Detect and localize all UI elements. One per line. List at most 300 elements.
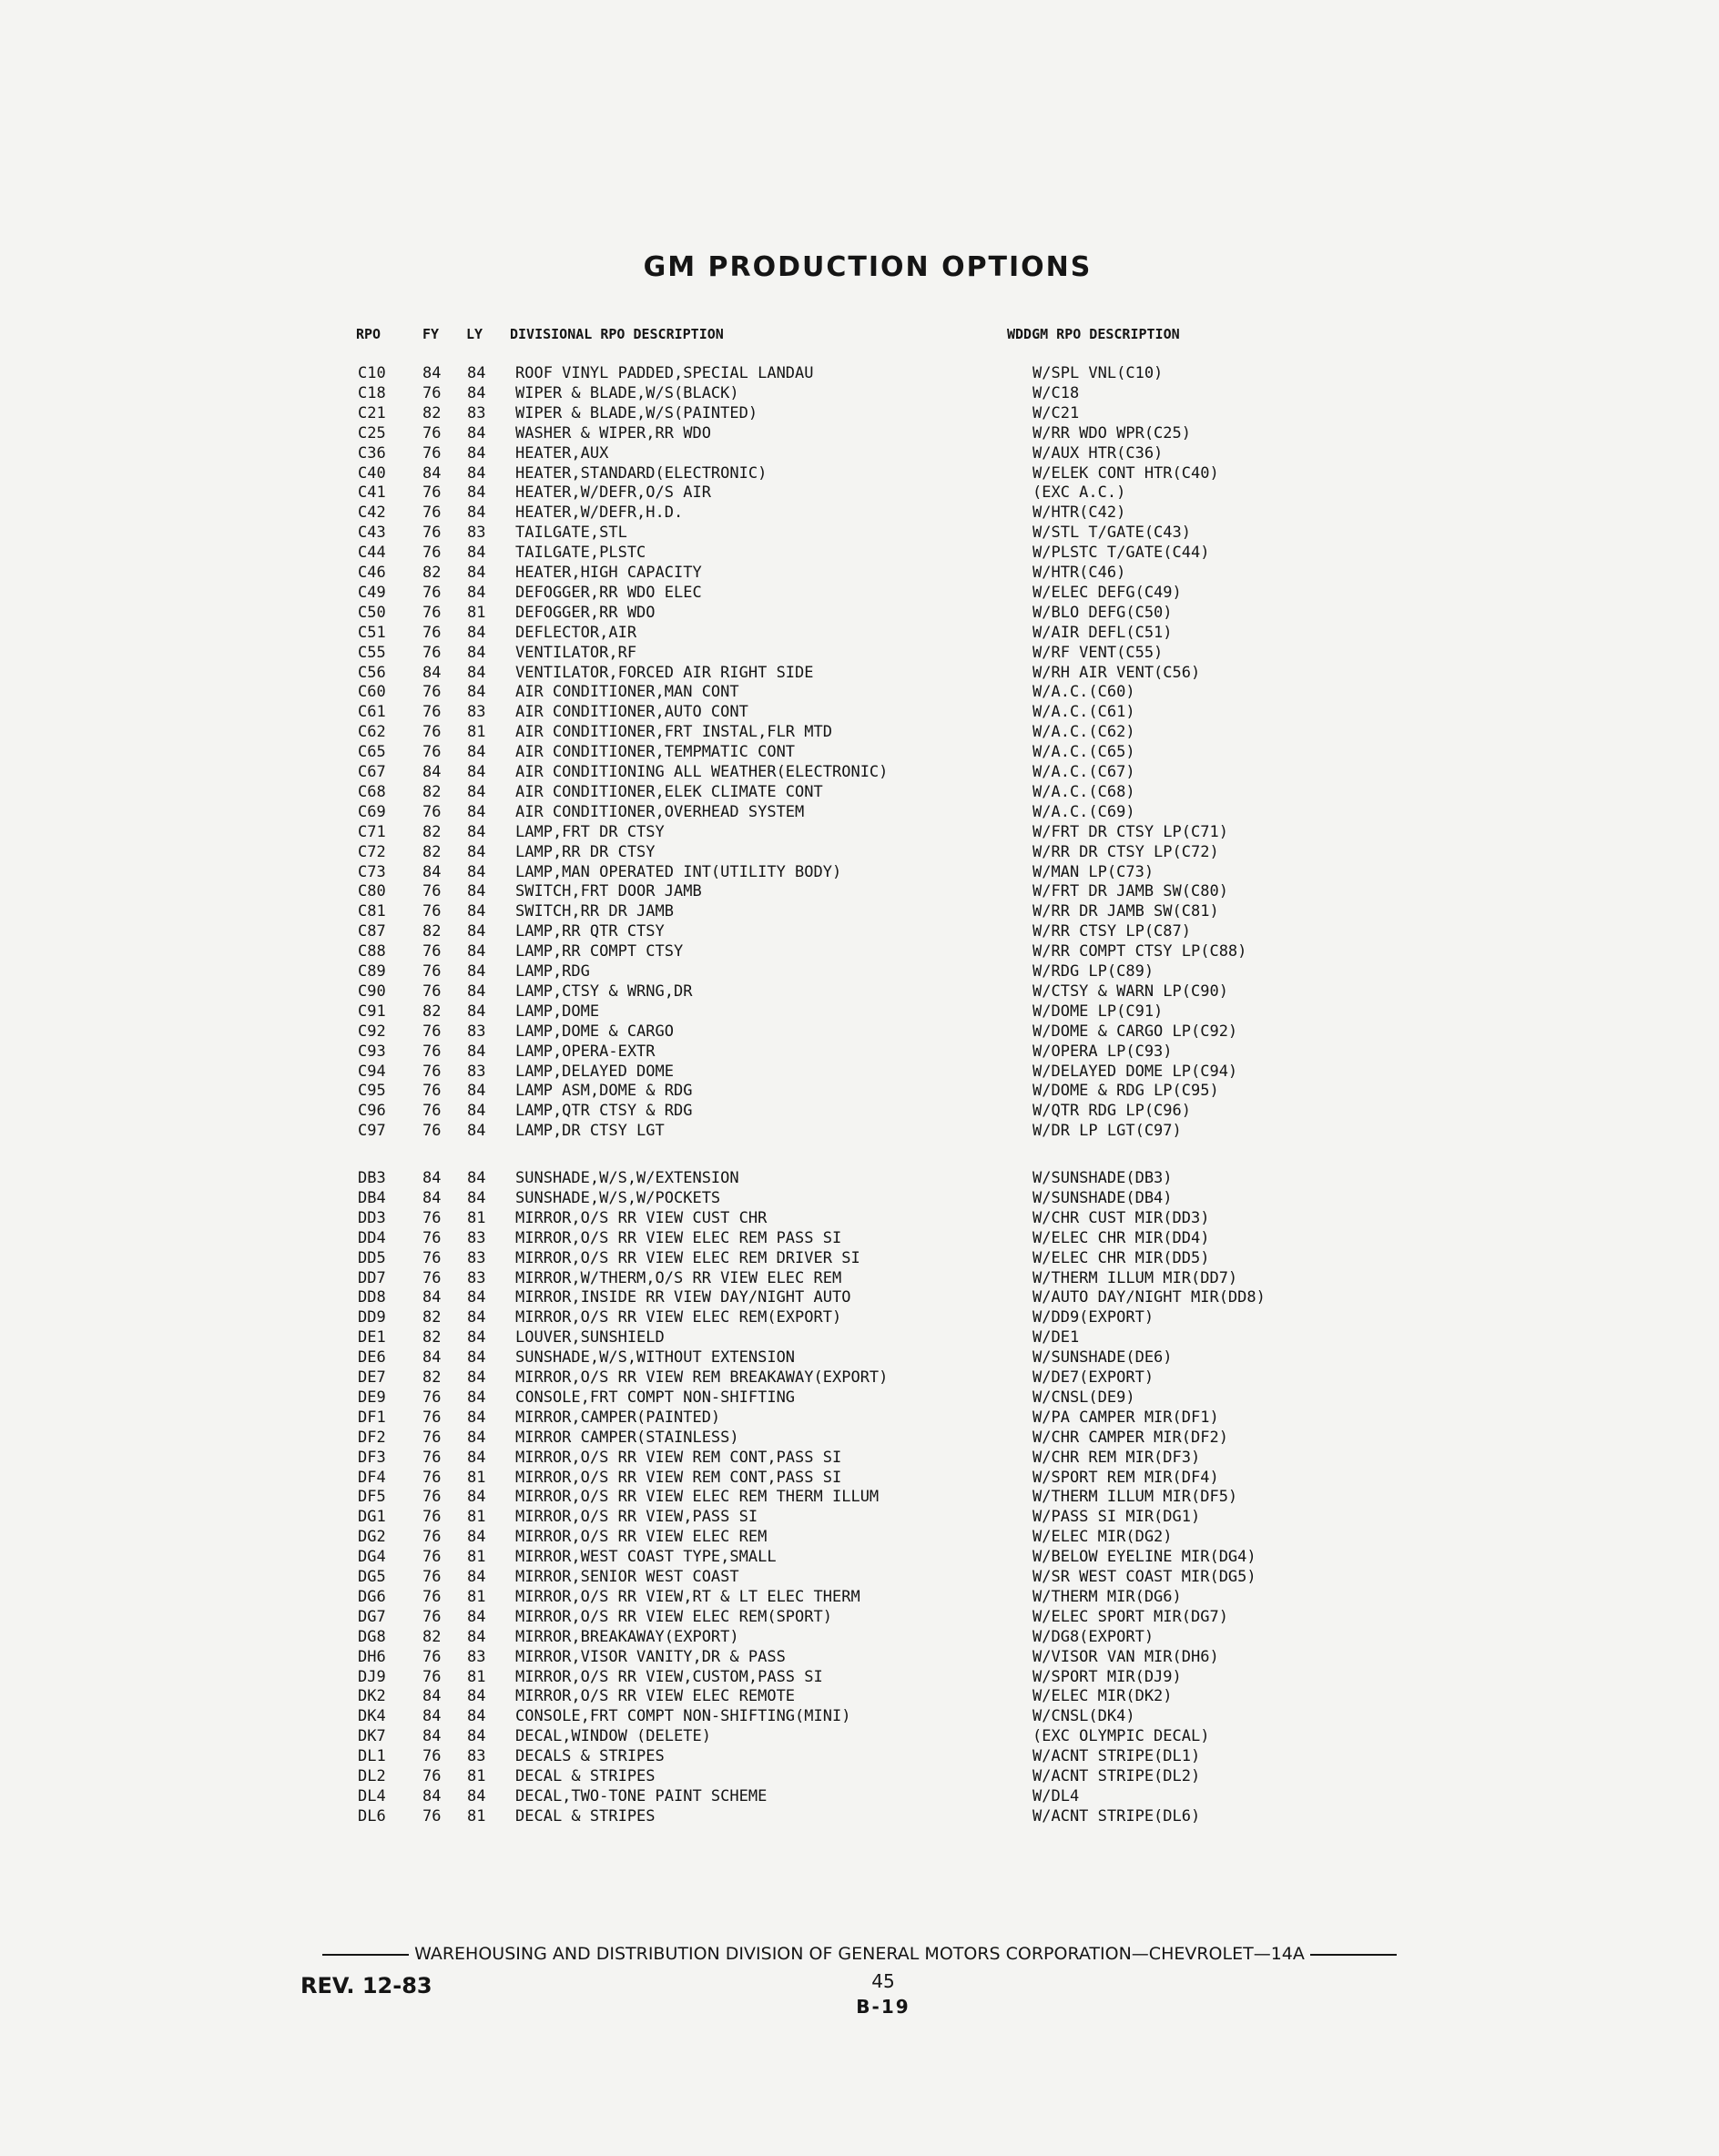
table-row	[0, 424, 1719, 443]
divisional-description: AIR CONDITIONER,ELEK CLIMATE CONT	[515, 782, 823, 801]
wddgm-description: W/FRT DR JAMB SW(C80)	[1032, 882, 1228, 901]
rpo-code: C90	[358, 981, 386, 1001]
table-row	[0, 1469, 1719, 1488]
rpo-code: C60	[358, 683, 386, 702]
rpo-code: DK2	[358, 1687, 386, 1706]
table-row	[0, 843, 1719, 862]
header-divisional-description: DIVISIONAL RPO DESCRIPTION	[510, 326, 724, 342]
table-row	[0, 1388, 1719, 1408]
table-row	[0, 683, 1719, 702]
first-year: 76	[422, 483, 442, 503]
rpo-code: DL1	[358, 1747, 386, 1766]
first-year: 76	[422, 1122, 442, 1141]
table-row	[0, 823, 1719, 842]
first-year: 76	[422, 1062, 442, 1081]
table-row	[0, 1229, 1719, 1248]
footer-rule-left	[322, 1954, 409, 1956]
rpo-code: C61	[358, 703, 386, 722]
last-year: 84	[467, 503, 486, 523]
first-year: 76	[422, 1607, 442, 1626]
first-year: 76	[422, 1508, 442, 1527]
last-year: 84	[467, 822, 486, 841]
rpo-code: C68	[358, 782, 386, 801]
rpo-code: DG2	[358, 1528, 386, 1547]
rpo-code: C21	[358, 403, 386, 422]
rpo-code: C42	[358, 503, 386, 523]
divisional-description: LAMP,MAN OPERATED INT(UTILITY BODY)	[515, 862, 842, 881]
first-year: 76	[422, 1488, 442, 1507]
rpo-code: C56	[358, 663, 386, 682]
footer-division-line	[0, 1944, 1719, 1964]
divisional-description: HEATER,AUX	[515, 443, 609, 463]
rpo-code: C46	[358, 564, 386, 582]
table-row	[0, 584, 1719, 603]
divisional-description: SUNSHADE,W/S,WITHOUT EXTENSION	[515, 1348, 796, 1368]
divisional-description: HEATER,HIGH CAPACITY	[515, 564, 702, 582]
rpo-code: DK4	[358, 1707, 386, 1726]
last-year: 84	[467, 443, 486, 463]
table-row	[0, 1648, 1719, 1667]
divisional-description: AIR CONDITIONER,MAN CONT	[515, 683, 739, 702]
rpo-code: C81	[358, 902, 386, 921]
last-year: 84	[467, 463, 486, 483]
first-year: 76	[422, 683, 442, 702]
divisional-description: MIRROR CAMPER(STAINLESS)	[515, 1428, 739, 1447]
first-year: 82	[422, 822, 442, 841]
table-row	[0, 384, 1719, 403]
table-row	[0, 1022, 1719, 1042]
rpo-code: C49	[358, 583, 386, 602]
wddgm-description: W/ELEC DEFG(C49)	[1032, 583, 1182, 602]
rpo-code: C18	[358, 383, 386, 402]
last-year: 84	[467, 1288, 486, 1307]
first-year: 76	[422, 643, 442, 662]
divisional-description: HEATER,W/DEFR,H.D.	[515, 503, 684, 523]
last-year: 84	[467, 423, 486, 442]
divisional-description: LAMP,CTSY & WRNG,DR	[515, 981, 693, 1001]
wddgm-description: W/A.C.(C65)	[1032, 743, 1135, 762]
last-year: 83	[467, 524, 486, 543]
rpo-code: DF4	[358, 1468, 386, 1487]
wddgm-description: W/DOME & CARGO LP(C92)	[1032, 1022, 1238, 1041]
divisional-description: HEATER,W/DEFR,O/S AIR	[515, 483, 711, 503]
first-year: 76	[422, 1448, 442, 1467]
rpo-code: DG8	[358, 1627, 386, 1646]
table-row	[0, 664, 1719, 683]
divisional-description: ROOF VINYL PADDED,SPECIAL LANDAU	[515, 364, 814, 382]
wddgm-description: W/THERM MIR(DG6)	[1032, 1587, 1182, 1606]
first-year: 76	[422, 942, 442, 961]
divisional-description: VENTILATOR,RF	[515, 643, 637, 662]
last-year: 83	[467, 403, 486, 422]
last-year: 84	[467, 902, 486, 921]
rpo-code: DD7	[358, 1268, 386, 1287]
table-row	[0, 1102, 1719, 1121]
table-row	[0, 1328, 1719, 1348]
footer-rule-right	[1310, 1954, 1397, 1956]
last-year: 84	[467, 1348, 486, 1368]
rpo-code: DF2	[358, 1428, 386, 1447]
last-year: 84	[467, 544, 486, 563]
last-year: 81	[467, 1767, 486, 1785]
table-row	[0, 1288, 1719, 1307]
last-year: 84	[467, 623, 486, 642]
last-year: 84	[467, 1448, 486, 1467]
wddgm-description: W/AUX HTR(C36)	[1032, 443, 1164, 463]
wddgm-description: W/SUNSHADE(DB4)	[1032, 1188, 1173, 1207]
last-year: 84	[467, 364, 486, 382]
first-year: 84	[422, 1169, 442, 1187]
first-year: 76	[422, 1568, 442, 1586]
wddgm-description: W/QTR RDG LP(C96)	[1032, 1102, 1191, 1121]
last-year: 84	[467, 1328, 486, 1348]
last-year: 84	[467, 1607, 486, 1626]
first-year: 76	[422, 882, 442, 901]
table-row	[0, 1209, 1719, 1228]
last-year: 81	[467, 1468, 486, 1487]
divisional-description: MIRROR,O/S RR VIEW,CUSTOM,PASS SI	[515, 1667, 823, 1686]
divisional-description: LAMP,RR COMPT CTSY	[515, 942, 684, 961]
rpo-code: DG7	[358, 1607, 386, 1626]
table-row	[0, 1608, 1719, 1627]
wddgm-description: W/SR WEST COAST MIR(DG5)	[1032, 1568, 1256, 1586]
divisional-description: AIR CONDITIONER,AUTO CONT	[515, 703, 748, 722]
last-year: 84	[467, 1082, 486, 1101]
divisional-description: CONSOLE,FRT COMPT NON-SHIFTING(MINI)	[515, 1707, 851, 1726]
first-year: 76	[422, 623, 442, 642]
rpo-code: DE7	[358, 1368, 386, 1387]
rpo-code: C43	[358, 524, 386, 543]
last-year: 84	[467, 1388, 486, 1407]
divisional-description: DECALS & STRIPES	[515, 1747, 665, 1766]
wddgm-description: W/RR DR CTSY LP(C72)	[1032, 842, 1219, 861]
rpo-code: C25	[358, 423, 386, 442]
divisional-description: MIRROR,O/S RR VIEW ELEC REM(SPORT)	[515, 1607, 832, 1626]
wddgm-description: W/PASS SI MIR(DG1)	[1032, 1508, 1201, 1527]
wddgm-description: W/RR WDO WPR(C25)	[1032, 423, 1191, 442]
first-year: 76	[422, 981, 442, 1001]
divisional-description: DECAL,TWO-TONE PAINT SCHEME	[515, 1786, 768, 1805]
rpo-code: DB4	[358, 1188, 386, 1207]
table-row	[0, 1568, 1719, 1587]
rpo-code: C44	[358, 544, 386, 563]
last-year: 84	[467, 882, 486, 901]
wddgm-description: (EXC A.C.)	[1032, 483, 1126, 503]
table-row	[0, 1368, 1719, 1388]
table-row	[0, 982, 1719, 1002]
wddgm-description: W/SPL VNL(C10)	[1032, 364, 1164, 382]
rpo-code: DD8	[358, 1288, 386, 1307]
last-year: 81	[467, 1806, 486, 1825]
rpo-code: C40	[358, 463, 386, 483]
rpo-code: C69	[358, 802, 386, 821]
last-year: 84	[467, 1002, 486, 1021]
last-year: 84	[467, 802, 486, 821]
rpo-code: C62	[358, 723, 386, 742]
divisional-description: LAMP,DR CTSY LGT	[515, 1122, 665, 1141]
wddgm-description: W/DD9(EXPORT)	[1032, 1308, 1154, 1327]
first-year: 76	[422, 1806, 442, 1825]
last-year: 81	[467, 1587, 486, 1606]
last-year: 84	[467, 1408, 486, 1427]
rpo-code: C36	[358, 443, 386, 463]
wddgm-description: W/ACNT STRIPE(DL6)	[1032, 1806, 1201, 1825]
divisional-description: MIRROR,VISOR VANITY,DR & PASS	[515, 1647, 786, 1666]
wddgm-description: W/VISOR VAN MIR(DH6)	[1032, 1647, 1219, 1666]
last-year: 84	[467, 1707, 486, 1726]
wddgm-description: W/BELOW EYELINE MIR(DG4)	[1032, 1548, 1256, 1567]
table-row	[0, 703, 1719, 722]
table-row	[0, 763, 1719, 782]
first-year: 76	[422, 1428, 442, 1447]
first-year: 76	[422, 1647, 442, 1666]
last-year: 81	[467, 1667, 486, 1686]
rpo-code: C55	[358, 643, 386, 662]
divisional-description: WIPER & BLADE,W/S(PAINTED)	[515, 403, 758, 422]
rpo-code: DG6	[358, 1587, 386, 1606]
rpo-code: DK7	[358, 1727, 386, 1746]
table-row	[0, 1249, 1719, 1268]
divisional-description: MIRROR,O/S RR VIEW REM CONT,PASS SI	[515, 1448, 842, 1467]
wddgm-description: W/BLO DEFG(C50)	[1032, 603, 1173, 622]
wddgm-description: W/ELEK CONT HTR(C40)	[1032, 463, 1219, 483]
wddgm-description: W/PLSTC T/GATE(C44)	[1032, 544, 1210, 563]
wddgm-description: W/ELEC SPORT MIR(DG7)	[1032, 1607, 1228, 1626]
first-year: 76	[422, 1268, 442, 1287]
table-row	[0, 743, 1719, 762]
divisional-description: LAMP,FRT DR CTSY	[515, 822, 665, 841]
rpo-code: C72	[358, 842, 386, 861]
divisional-description: LAMP,DOME & CARGO	[515, 1022, 674, 1041]
table-row	[0, 564, 1719, 583]
wddgm-description: W/CNSL(DE9)	[1032, 1388, 1135, 1407]
divisional-description: MIRROR,O/S RR VIEW ELEC REM PASS SI	[515, 1228, 842, 1247]
table-row	[0, 644, 1719, 663]
last-year: 84	[467, 1428, 486, 1447]
table-row	[0, 524, 1719, 543]
last-year: 84	[467, 1786, 486, 1805]
wddgm-description: W/DG8(EXPORT)	[1032, 1627, 1154, 1646]
last-year: 84	[467, 782, 486, 801]
last-year: 83	[467, 1647, 486, 1666]
wddgm-description: W/C21	[1032, 403, 1080, 422]
first-year: 84	[422, 763, 442, 781]
last-year: 84	[467, 981, 486, 1001]
table-row	[0, 863, 1719, 882]
wddgm-description: W/A.C.(C60)	[1032, 683, 1135, 702]
divisional-description: TAILGATE,STL	[515, 524, 627, 543]
first-year: 82	[422, 403, 442, 422]
wddgm-description: W/RR CTSY LP(C87)	[1032, 922, 1191, 941]
last-year: 84	[467, 683, 486, 702]
divisional-description: MIRROR,SENIOR WEST COAST	[515, 1568, 739, 1586]
rpo-code: DB3	[358, 1169, 386, 1187]
header-wddgm-description: WDDGM RPO DESCRIPTION	[1007, 326, 1180, 342]
last-year: 84	[467, 1368, 486, 1387]
rpo-code: DL4	[358, 1786, 386, 1805]
divisional-description: MIRROR,O/S RR VIEW,PASS SI	[515, 1508, 758, 1527]
first-year: 76	[422, 1587, 442, 1606]
first-year: 76	[422, 583, 442, 602]
divisional-description: WIPER & BLADE,W/S(BLACK)	[515, 383, 739, 402]
rpo-code: C80	[358, 882, 386, 901]
first-year: 82	[422, 1328, 442, 1348]
wddgm-description: W/SPORT MIR(DJ9)	[1032, 1667, 1182, 1686]
rpo-code: DJ9	[358, 1667, 386, 1686]
last-year: 84	[467, 583, 486, 602]
first-year: 84	[422, 1687, 442, 1706]
rpo-code: C10	[358, 364, 386, 382]
divisional-description: DEFOGGER,RR WDO	[515, 603, 656, 622]
first-year: 76	[422, 1408, 442, 1427]
rpo-code: DF5	[358, 1488, 386, 1507]
first-year: 84	[422, 1727, 442, 1746]
divisional-description: LAMP,RDG	[515, 962, 590, 981]
rpo-code: DF3	[358, 1448, 386, 1467]
last-year: 84	[467, 1627, 486, 1646]
first-year: 76	[422, 544, 442, 563]
table-row	[0, 1409, 1719, 1428]
divisional-description: AIR CONDITIONER,TEMPMATIC CONT	[515, 743, 796, 762]
rpo-code: C51	[358, 623, 386, 642]
divisional-description: HEATER,STANDARD(ELECTRONIC)	[515, 463, 768, 483]
first-year: 76	[422, 1102, 442, 1121]
table-row	[0, 1687, 1719, 1706]
wddgm-description: W/CHR CUST MIR(DD3)	[1032, 1208, 1210, 1227]
first-year: 82	[422, 1627, 442, 1646]
header-ly: LY	[466, 326, 483, 342]
rpo-code: C94	[358, 1062, 386, 1081]
wddgm-description: W/HTR(C42)	[1032, 503, 1126, 523]
first-year: 82	[422, 1002, 442, 1021]
table-row	[0, 1767, 1719, 1786]
first-year: 84	[422, 862, 442, 881]
rpo-code: C93	[358, 1042, 386, 1061]
first-year: 82	[422, 1308, 442, 1327]
divisional-description: MIRROR,BREAKAWAY(EXPORT)	[515, 1627, 739, 1646]
divisional-description: LAMP ASM,DOME & RDG	[515, 1082, 693, 1101]
first-year: 84	[422, 463, 442, 483]
divisional-description: MIRROR,O/S RR VIEW ELEC REM(EXPORT)	[515, 1308, 842, 1327]
wddgm-description: W/CHR CAMPER MIR(DF2)	[1032, 1428, 1228, 1447]
rpo-code: C67	[358, 763, 386, 781]
last-year: 84	[467, 1568, 486, 1586]
table-row	[0, 364, 1719, 383]
wddgm-description: W/ELEC MIR(DG2)	[1032, 1528, 1173, 1547]
last-year: 84	[467, 922, 486, 941]
table-row	[0, 1727, 1719, 1746]
table-row	[0, 503, 1719, 523]
divisional-description: MIRROR,O/S RR VIEW REM CONT,PASS SI	[515, 1468, 842, 1487]
wddgm-description: W/RDG LP(C89)	[1032, 962, 1154, 981]
rpo-code: C97	[358, 1122, 386, 1141]
wddgm-description: W/ELEC MIR(DK2)	[1032, 1687, 1173, 1706]
divisional-description: MIRROR,O/S RR VIEW ELEC REM THERM ILLUM	[515, 1488, 880, 1507]
first-year: 76	[422, 723, 442, 742]
table-row	[0, 1189, 1719, 1208]
divisional-description: LAMP,RR DR CTSY	[515, 842, 656, 861]
divisional-description: LAMP,DOME	[515, 1002, 600, 1021]
wddgm-description: W/DOME & RDG LP(C95)	[1032, 1082, 1219, 1101]
last-year: 84	[467, 643, 486, 662]
divisional-description: LAMP,OPERA-EXTR	[515, 1042, 656, 1061]
table-row	[0, 1508, 1719, 1527]
wddgm-description: W/DOME LP(C91)	[1032, 1002, 1164, 1021]
last-year: 84	[467, 1727, 486, 1746]
rpo-code: C89	[358, 962, 386, 981]
last-year: 84	[467, 763, 486, 781]
rpo-code: C87	[358, 922, 386, 941]
table-row	[0, 783, 1719, 802]
wddgm-description: W/PA CAMPER MIR(DF1)	[1032, 1408, 1219, 1427]
wddgm-description: W/RR COMPT CTSY LP(C88)	[1032, 942, 1247, 961]
first-year: 84	[422, 663, 442, 682]
last-year: 84	[467, 663, 486, 682]
wddgm-description: W/A.C.(C61)	[1032, 703, 1135, 722]
last-year: 84	[467, 1308, 486, 1327]
table-row	[0, 1002, 1719, 1022]
table-row	[0, 1528, 1719, 1547]
footer-division-text: WAREHOUSING AND DISTRIBUTION DIVISION OF GENERAL MOTORS CORPORATION—CHEVROLET—14A	[414, 1944, 1305, 1964]
table-row	[0, 1082, 1719, 1101]
divisional-description: LOUVER,SUNSHIELD	[515, 1328, 665, 1348]
wddgm-description: W/C18	[1032, 383, 1080, 402]
rpo-code: DH6	[358, 1647, 386, 1666]
table-row	[0, 1269, 1719, 1288]
first-year: 84	[422, 364, 442, 382]
first-year: 76	[422, 1528, 442, 1547]
divisional-description: MIRROR,O/S RR VIEW ELEC REM DRIVER SI	[515, 1248, 860, 1267]
last-year: 83	[467, 1248, 486, 1267]
last-year: 84	[467, 1687, 486, 1706]
last-year: 84	[467, 1528, 486, 1547]
first-year: 76	[422, 443, 442, 463]
wddgm-description: W/SUNSHADE(DE6)	[1032, 1348, 1173, 1368]
table-row	[0, 624, 1719, 643]
rpo-code: DG1	[358, 1508, 386, 1527]
last-year: 84	[467, 1102, 486, 1121]
table-row	[0, 444, 1719, 463]
divisional-description: SWITCH,RR DR JAMB	[515, 902, 674, 921]
table-row	[0, 803, 1719, 822]
first-year: 76	[422, 383, 442, 402]
first-year: 76	[422, 1208, 442, 1227]
rpo-code: DD5	[358, 1248, 386, 1267]
table-row	[0, 1063, 1719, 1082]
table-row	[0, 1707, 1719, 1726]
divisional-description: LAMP,DELAYED DOME	[515, 1062, 674, 1081]
last-year: 83	[467, 1022, 486, 1041]
first-year: 76	[422, 1747, 442, 1766]
last-year: 84	[467, 1188, 486, 1207]
wddgm-description: W/AIR DEFL(C51)	[1032, 623, 1173, 642]
table-row	[0, 962, 1719, 981]
divisional-description: TAILGATE,PLSTC	[515, 544, 646, 563]
section-page-number: B-19	[856, 1996, 910, 2018]
last-year: 84	[467, 564, 486, 582]
rpo-code: C73	[358, 862, 386, 881]
divisional-description: MIRROR,O/S RR VIEW REM BREAKAWAY(EXPORT)	[515, 1368, 889, 1387]
first-year: 76	[422, 503, 442, 523]
first-year: 84	[422, 1786, 442, 1805]
rpo-code: DL2	[358, 1767, 386, 1785]
first-year: 76	[422, 962, 442, 981]
wddgm-description: W/RH AIR VENT(C56)	[1032, 663, 1201, 682]
last-year: 81	[467, 1508, 486, 1527]
table-row	[0, 1588, 1719, 1607]
last-year: 84	[467, 1122, 486, 1141]
last-year: 83	[467, 1747, 486, 1766]
